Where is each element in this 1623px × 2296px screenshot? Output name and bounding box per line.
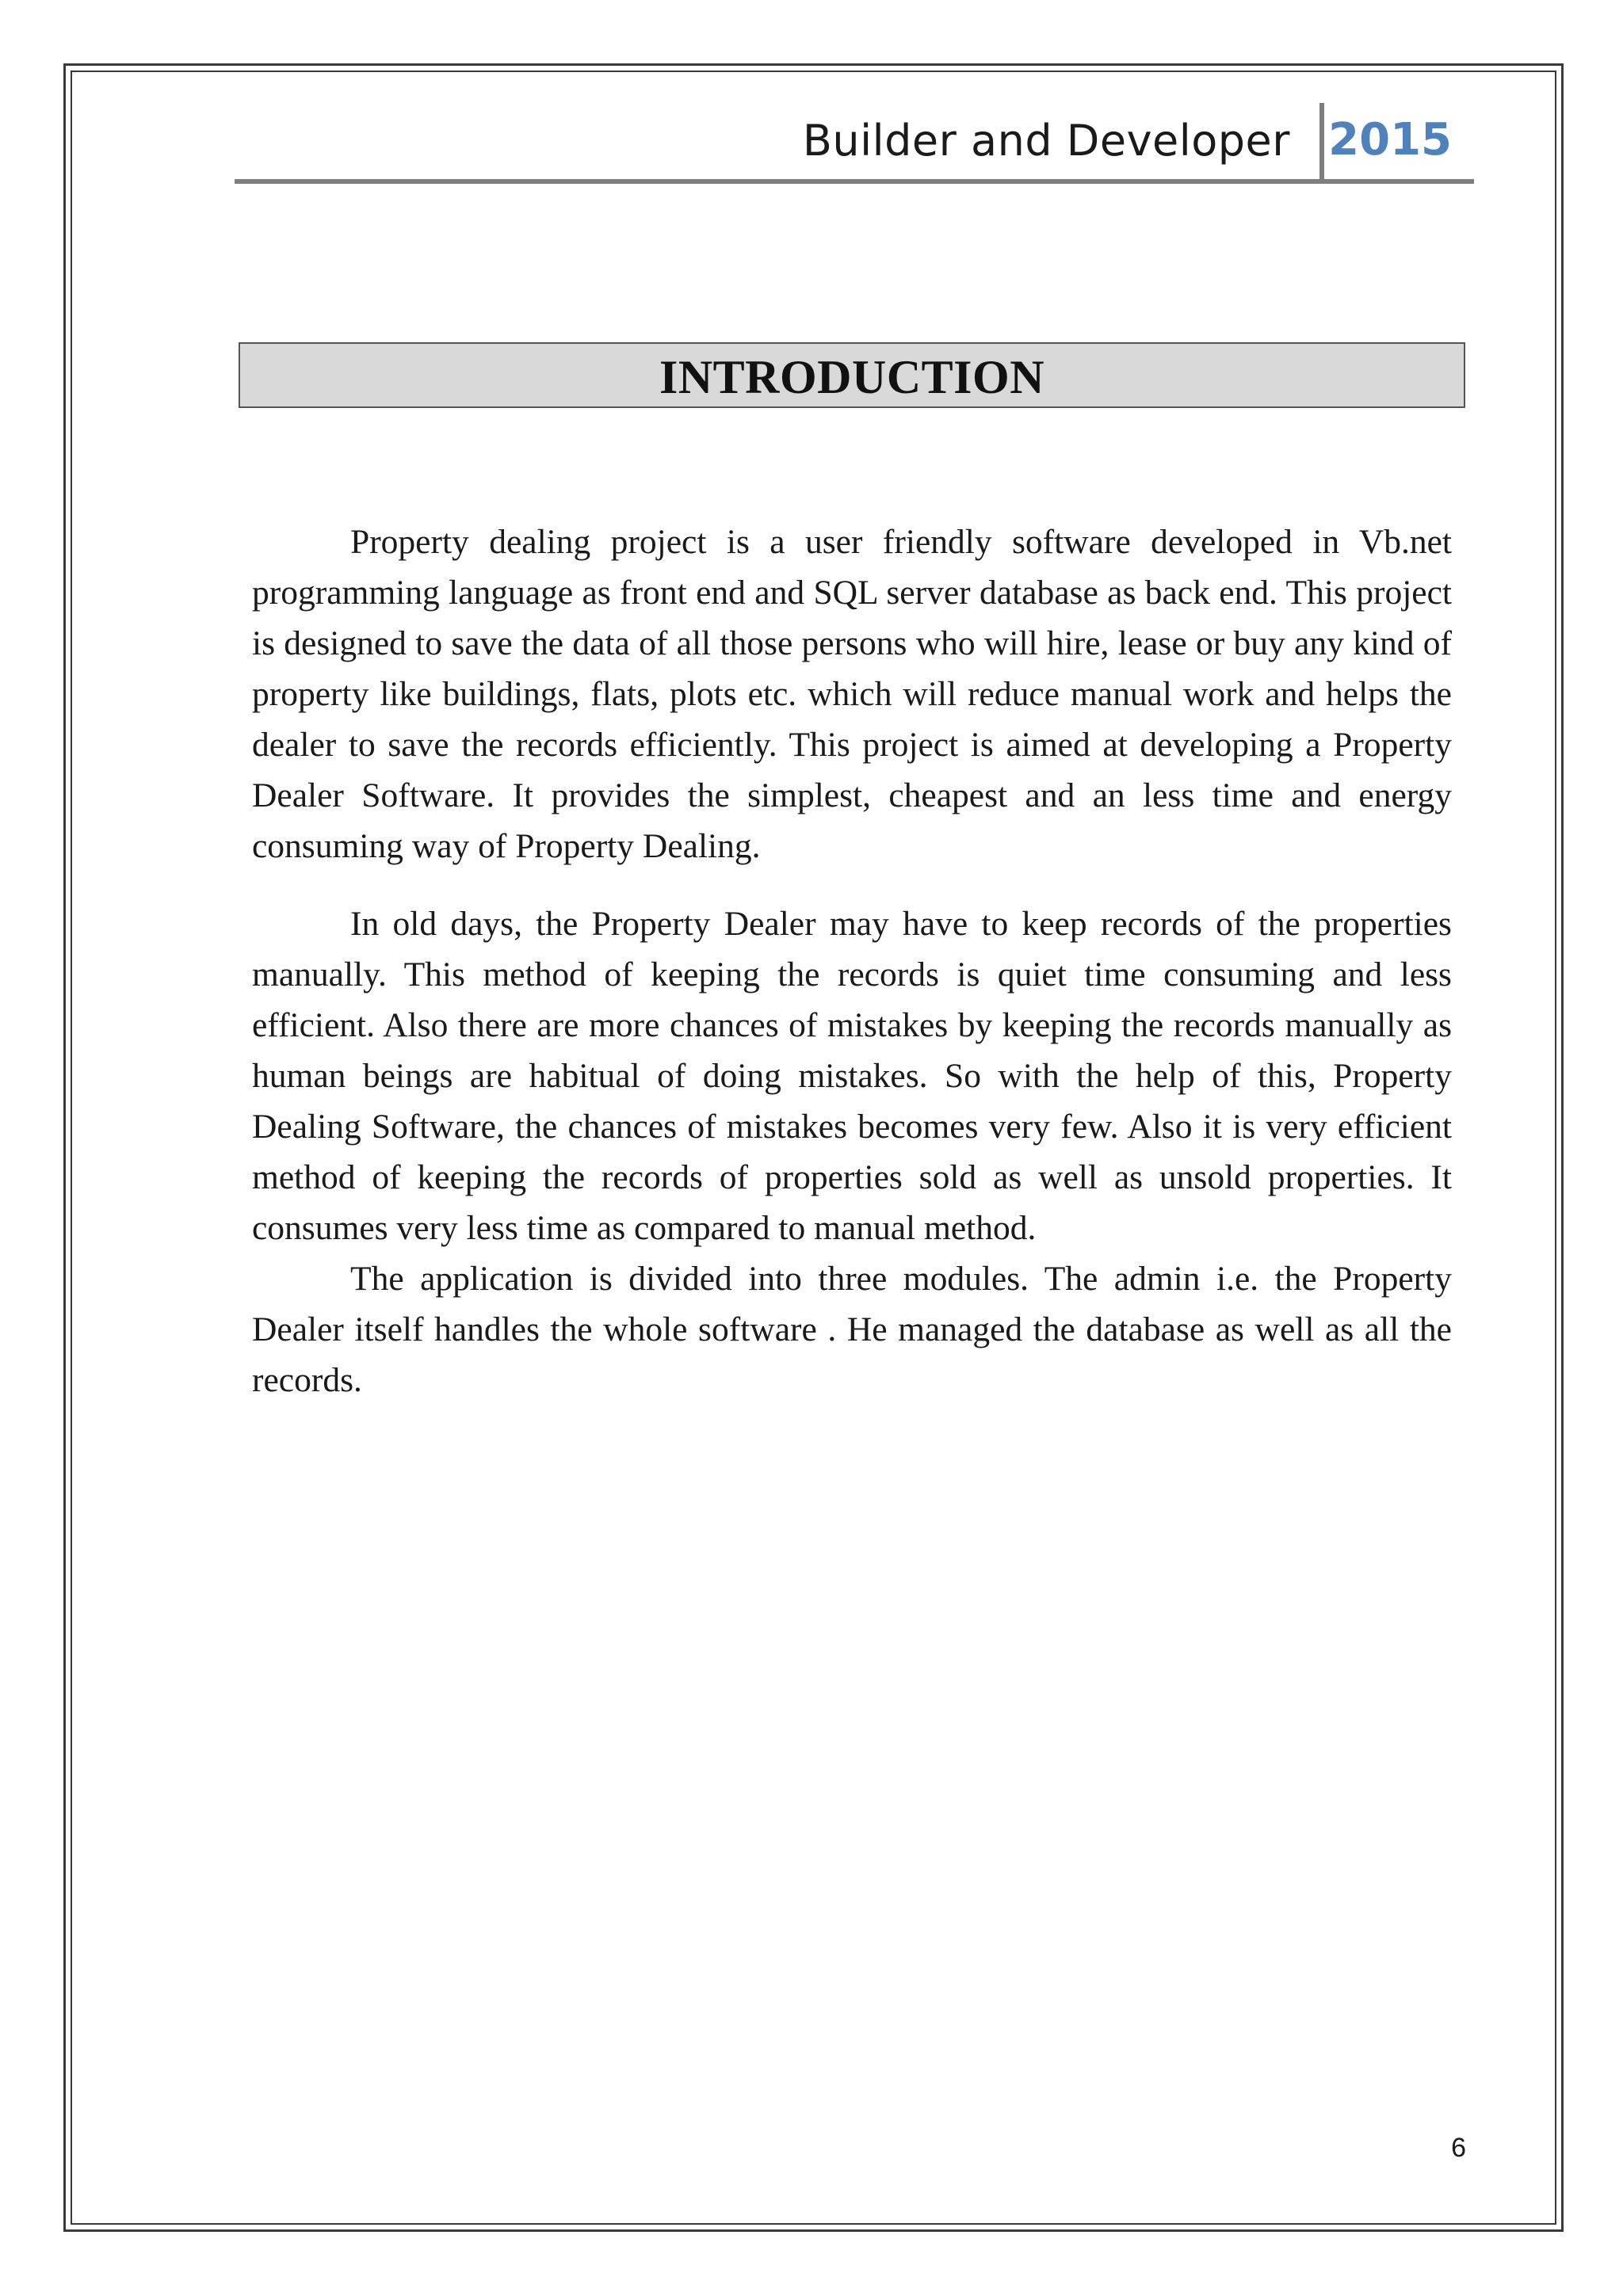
header-title: Builder and Developer (802, 116, 1290, 166)
running-header (235, 98, 1474, 184)
body-text (252, 517, 1452, 1405)
page-number: 6 (1451, 2133, 1466, 2163)
section-heading: INTRODUCTION (659, 350, 1045, 403)
section-heading-box (239, 342, 1465, 408)
header-divider (1319, 103, 1324, 179)
paragraph: In old days, the Property Dealer may have to keep records of the properties manually. This method of keeping the records is quiet time consuming and less efficient. Also there are more chances of mistakes by keeping the records manually as human beings are habitual of doing mistakes. So with the help of this, Property Dealing Software, the chances of mistakes becomes very few. Also it is very efficient method of keeping the records of properties sold as well as unsold properties. It consumes very less time as compared to manual method. (252, 905, 1452, 1247)
paragraph: Property dealing project is a user friendly software developed in Vb.net programming language as front end and SQL server database as back end. This project is designed to save the data of all those persons who will hire, lease or buy any kind of property like buildings, flats, plots etc. which will reduce manual work and helps the dealer to save the records efficiently. This project is aimed at developing a Property Dealer Software. It provides the simplest, cheapest and an less time and energy consuming way of Property Dealing. (252, 523, 1452, 865)
header-year: 2015 (1328, 114, 1452, 166)
paragraph: The application is divided into three modules. The admin i.e. the Property Dealer itself handles the whole software . He managed the database as well as all the records. (252, 1260, 1452, 1399)
